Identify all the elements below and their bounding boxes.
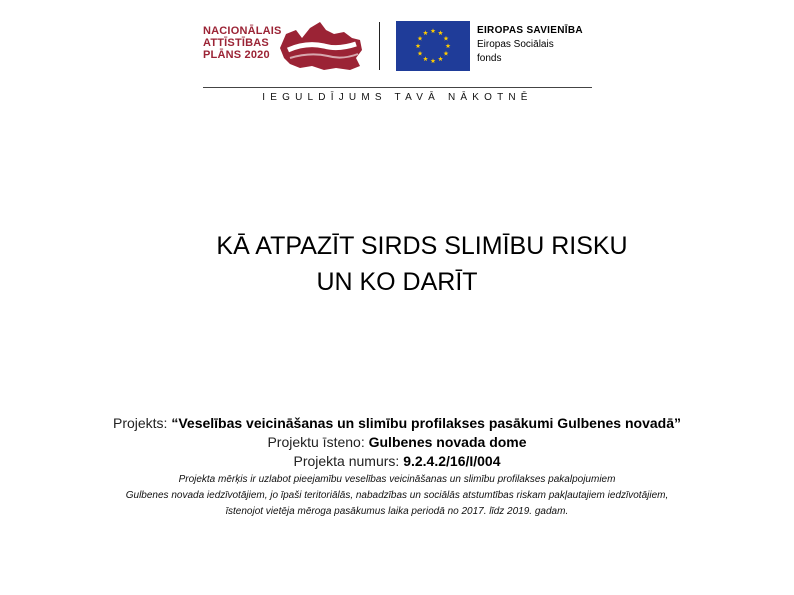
header-divider — [379, 22, 380, 70]
goal-line: īstenojot vietēja mēroga pasākumus laika periodā no 2017. līdz 2019. gadam. — [225, 506, 569, 517]
title-line: UN KO DARĪT — [316, 268, 478, 296]
title-line: KĀ ATPAZĪT SIRDS SLIMĪBU RISKU — [216, 232, 628, 260]
document-title — [0, 228, 794, 300]
project-number-row — [0, 452, 794, 471]
goal-line: Projekta mērķis ir uzlabot pieejamību veselības veicināšanas un slimību profilakses pakalpojumiem — [178, 474, 616, 485]
project-number-value: 9.2.4.2/16/I/004 — [403, 453, 501, 469]
implementer-label: Projektu īsteno: — [267, 434, 365, 450]
project-name-row — [0, 414, 794, 433]
eu-fund-line: Eiropas Sociālais — [477, 39, 554, 50]
goal-line: Gulbenes novada iedzīvotājiem, jo īpaši teritoriālās, nabadzības un sociālās atstumtības riskam pakļautajiem iedzīvotājiem, — [125, 490, 669, 501]
implementer-row — [0, 433, 794, 452]
implementer-value: Gulbenes novada dome — [368, 434, 527, 450]
plan-logo-line: NACIONĀLAIS — [203, 25, 282, 37]
eu-fund-line: fonds — [477, 53, 502, 64]
project-name: “Veselības veicināšanas un slimību profilakses pasākumi Gulbenes novadā” — [171, 415, 681, 431]
project-label: Projekts: — [112, 415, 168, 431]
project-goal — [0, 472, 794, 520]
latvia-map-logo — [276, 20, 364, 72]
eu-label — [477, 24, 583, 66]
header-rule — [203, 87, 592, 88]
eu-flag-icon — [396, 21, 470, 71]
project-number-label: Projekta numurs: — [293, 453, 400, 469]
project-info — [0, 414, 794, 471]
eu-title: EIROPAS SAVIENĪBA — [477, 25, 583, 36]
motto: IEGULDĪJUMS TAVĀ NĀKOTNĒ — [262, 92, 533, 103]
plan-logo-line: PLĀNS 2020 — [203, 49, 270, 61]
plan-logo-line: ATTĪSTĪBAS — [203, 37, 269, 49]
